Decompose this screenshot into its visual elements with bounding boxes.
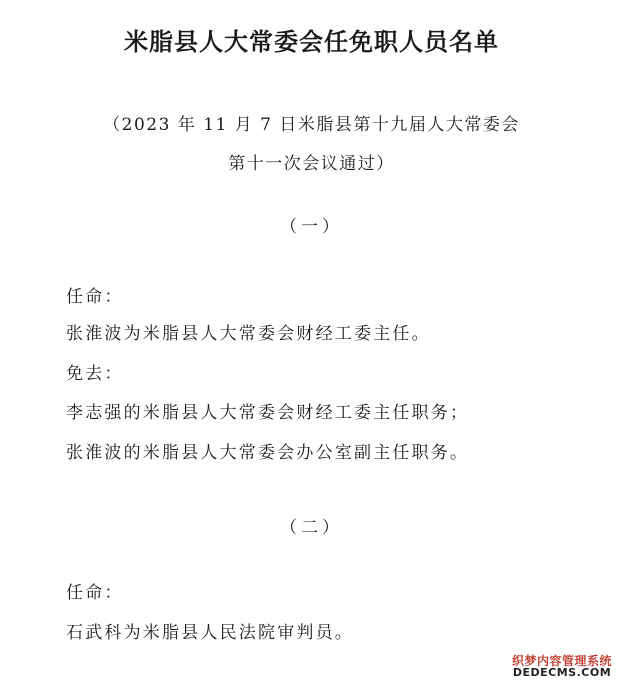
section-1-dismissal-item: 李志强的米脂县人大常委会财经工委主任职务； <box>66 403 470 423</box>
document-title: 米脂县人大常委会任免职人员名单 <box>124 28 499 56</box>
watermark-line-2: DEDECMS.COM <box>512 666 612 680</box>
section-1-appointment-item: 张淮波为米脂县人大常委会财经工委主任。 <box>66 324 431 344</box>
watermark-line-1: 织梦内容管理系统 <box>511 653 612 668</box>
section-1-dismiss-heading: 免去： <box>66 364 124 384</box>
section-1-dismissal-item: 张淮波的米脂县人大常委会办公室副主任职务。 <box>66 443 470 463</box>
subtitle-line-1: （2023 年 11 月 7 日米脂县第十九届人大常委会 <box>103 115 520 135</box>
subtitle-line-2: 第十一次会议通过） <box>228 154 395 174</box>
watermark-logo <box>509 655 615 679</box>
section-2-appoint-heading: 任命： <box>66 583 124 603</box>
section-2-appointment-item: 石武科为米脂县人民法院审判员。 <box>66 623 354 643</box>
section-2-label: （二） <box>280 518 343 538</box>
section-1-label: （一） <box>280 217 343 237</box>
section-1-appoint-heading: 任命： <box>66 287 124 307</box>
